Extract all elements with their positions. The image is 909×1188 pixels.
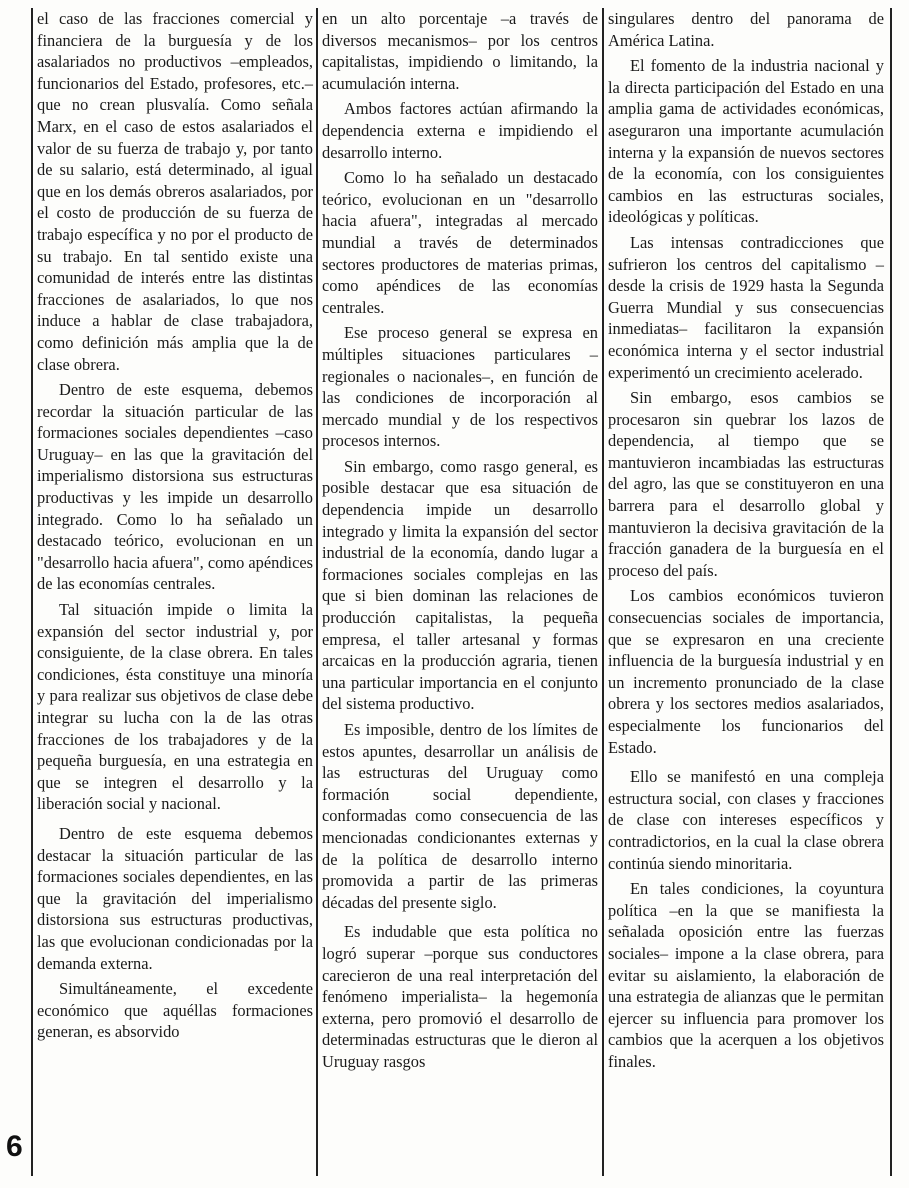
paragraph: Ambos factores actúan afirmando la dependencia externa e impidiendo el desarrollo interno. (322, 99, 598, 162)
paragraph: Sin embargo, como rasgo general, es posible destacar que esa situación de dependencia impide un desarrollo integrado y limita la expansión del sector industrial de la economía, dando lugar a formaciones sociales complejas en las que si bien dominan las relaciones de producción capitalistas, la pequeña empresa, el taller artesanal y formas arcaicas en la producción agraria, tienen una particular importancia en el conjunto del sistema productivo. (322, 456, 598, 714)
text-column-3 (608, 8, 884, 1077)
paragraph: Dentro de este esquema, debemos recordar la situación particular de las formaciones sociales dependientes –caso Uruguay– en las que la gravitación del imperialismo distorsiona sus estructuras productivas y les impide un desarrollo integrado. Como lo ha señalado un destacado teórico, evolucionan en un "desarrollo hacia afuera", como apéndices de las economías centrales. (37, 380, 313, 594)
paragraph: Es imposible, dentro de los límites de estos apuntes, desarrollar un análisis de las estructuras del Uruguay como formación social dependiente, conformadas como consecuencia de las mencionadas condicionantes externas y de la política de desarrollo interno promovida a partir de las primeras décadas del presente siglo. (322, 720, 598, 912)
column-rule-right (890, 8, 892, 1176)
paragraph: Ese proceso general se expresa en múltiples situaciones particulares –regionales o nacionales–, en función de las condiciones de incorporación al mercado mundial y de los respectivos procesos internos. (322, 323, 598, 451)
paragraph: En tales condiciones, la coyuntura política –en la que se manifiesta la señalada oposición entre las fuerzas sociales– impone a la clase obrera, para evitar su aislamiento, la elaboración de una estrategia de alianzas que le permitan ejercer su influencia para promover los cambios que la acerquen a los objetivos finales. (608, 879, 884, 1071)
paragraph: Ello se manifestó en una compleja estructura social, con clases y fracciones de clase con intereses específicos y contradictorios, en la cual la clase obrera continúa siendo minoritaria. (608, 767, 884, 873)
paragraph: singulares dentro del panorama de América Latina. (608, 9, 884, 50)
paragraph: Como lo ha señalado un destacado teórico, evolucionan en un "desarrollo hacia afuera", integradas al mercado mundial a través de determinados sectores productores de materias primas, como apéndices de las economías centrales. (322, 168, 598, 317)
column-rule-center-right (602, 8, 604, 1176)
text-column-2 (322, 8, 598, 1077)
paragraph: El fomento de la industria nacional y la directa participación del Estado en una amplia gama de actividades económicas, aseguraron una importante acumulación interna y la expansión de nuevos sectores de la economía, con los consiguientes cambios en las estructuras sociales, ideológicas y políticas. (608, 56, 884, 227)
paragraph: Las intensas contradicciones que sufrieron los centros del capitalismo –desde la crisis de 1929 hasta la Segunda Guerra Mundial y sus consecuencias inmediatas– facilitaron la expansión económica interna y el sector industrial experimentó un crecimiento acelerado. (608, 232, 884, 382)
paragraph: Es indudable que esta política no logró superar –porque sus conductores carecieron de una real interpretación del fenómeno imperialista– la hegemonía externa, pero promovió el desarrollo de determinadas estructuras que le dieron al Uruguay rasgos (322, 922, 598, 1071)
paragraph: Dentro de este esquema debemos destacar la situación particular de las formaciones sociales dependientes, en las que la gravitación del imperialismo distorsiona sus estructuras productivas, las que evolucionan condicionadas por la demanda externa. (37, 823, 313, 973)
page-number: 6 (6, 1130, 23, 1163)
column-rule-center-left (316, 8, 318, 1176)
paragraph: el caso de las fracciones comercial y financiera de la burguesía y de los asalariados no productivos –empleados, funcionarios del Estado, profesores, etc.– que no crean plusvalía. Como señala Marx, en el caso de estos asalariados el valor de su fuerza de trabajo y, por tanto de su salario, está determinado, al igual que en los demás obreros asalariados, por el costo de producción de su fuerza de trabajo específica y no por el producto de su trabajo. En tal sentido existe una comunidad de interés entre las distintas fracciones de asalariados, lo que nos induce a hablar de clase trabajadora, como definición más amplia que la de clase obrera. (37, 9, 313, 374)
text-column-1 (37, 8, 313, 1047)
paragraph: Los cambios económicos tuvieron consecuencias sociales de importancia, que se expresaron en una creciente influencia de la burguesía industrial y en un incremento pronunciado de la clase obrera y los sectores medios asalariados, especialmente los funcionarios del Estado. (608, 586, 884, 757)
paragraph: Sin embargo, esos cambios se procesaron sin quebrar los lazos de dependencia, al tiempo que se mantuvieron incambiadas las estructuras del agro, las que se constituyeron en una barrera para el desarrollo global y mantuvieron la decisiva gravitación de la fracción ganadera de la burguesía en el proceso del país. (608, 388, 884, 580)
column-rule-left (31, 8, 33, 1176)
paragraph: en un alto porcentaje –a través de diversos mecanismos– por los centros capitalistas, impidiendo o limitando, la acumulación interna. (322, 9, 598, 93)
paragraph: Simultáneamente, el excedente económico que aquéllas formaciones generan, es absorvido (37, 979, 313, 1042)
paragraph: Tal situación impide o limita la expansión del sector industrial y, por consiguiente, de la clase obrera. En tales condiciones, ésta constituye una minoría y para realizar sus objetivos de clase debe integrar su lucha con la de las otras fracciones de los trabajadores y de la pequeña burguesía, en una estrategia en que se integren el desarrollo y la liberación social y nacional. (37, 600, 313, 814)
